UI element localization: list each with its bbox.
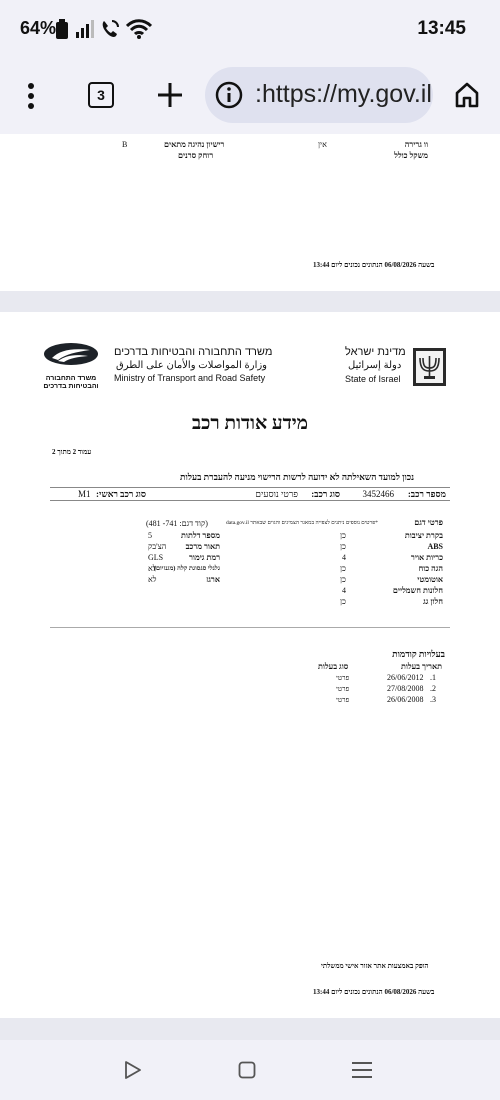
ministry-name-en: Ministry of Transport and Road Safety (114, 373, 266, 383)
row-number: .3 (430, 695, 436, 704)
list-item (0, 553, 500, 564)
ownership-type: פרטי (336, 674, 350, 682)
back-icon[interactable] (124, 1060, 142, 1080)
footer-text: הנתונים נכונים ליום (331, 988, 383, 996)
detail-label: ארגז (206, 575, 220, 584)
detail-label: אוטומטי (417, 575, 443, 584)
detail-label: הגה כוח (418, 564, 443, 573)
vehicle-type: פרטי נוסעים (255, 489, 298, 499)
list-item (0, 542, 500, 553)
detail-label: תאור מרכב (185, 542, 220, 551)
ownership-col-type: סוג בעלות (318, 662, 349, 671)
main-type-label: סוג רכב ראשי: (96, 489, 146, 499)
model-details-title: פרטי דגם (414, 518, 443, 527)
ownership-type: פרטי (336, 685, 350, 693)
detail-value: 4 (342, 586, 346, 595)
table-row (0, 695, 500, 706)
list-item (0, 575, 500, 586)
state-name-ar: دولة إسرائيل (348, 360, 402, 371)
pdf-page-2 (0, 312, 500, 1018)
browser-toolbar (0, 58, 500, 134)
battery-icon (56, 19, 68, 39)
ownership-title: בעלויות קודמות (392, 649, 445, 659)
detail-label: כריות אויר (410, 553, 443, 562)
footer-date: 06/08/2026 (384, 261, 417, 269)
document-title: מידע אודות רכב (191, 413, 309, 434)
divider (50, 627, 450, 628)
ministry-name-ar: وزارة المواصلات والأمان على الطرق (116, 360, 268, 371)
detail-label: רמת גימור (188, 553, 220, 562)
ownership-date: 27/08/2008 (387, 684, 424, 693)
list-item (0, 531, 500, 542)
detail-value: 4 (342, 553, 346, 562)
list-item (0, 586, 500, 597)
signal-icon (76, 20, 94, 38)
wifi-call-icon (100, 19, 120, 39)
detail-value: כן (340, 597, 346, 606)
detail-label: חלון גג (423, 597, 443, 606)
table-row (0, 684, 500, 695)
detail-value: כן (340, 542, 346, 551)
footer-time-label: בשעה (418, 988, 435, 996)
clock: 13:45 (417, 18, 466, 39)
tab-switcher-button[interactable]: 3 (88, 82, 114, 108)
url-text[interactable]: ‎:https://my.gov.il (255, 80, 432, 108)
road-logo-icon (40, 342, 102, 370)
list-item (0, 597, 500, 608)
model-code: (קוד דגם: 741- 481) (146, 519, 208, 528)
total-weight-label: משקל כולל (394, 151, 428, 160)
ministry-name-he: משרד התחבורה והבטיחות בדרכים (114, 346, 273, 358)
page2-footer (313, 988, 434, 996)
logo-text-2: והבטיחות בדרכים (43, 383, 99, 390)
list-item (0, 564, 500, 575)
main-type: M1 (78, 489, 91, 499)
vehicle-summary-row (50, 488, 450, 500)
detail-value: כן (340, 531, 346, 540)
wifi-icon (126, 19, 152, 39)
detail-label: מספר דלתות (181, 531, 220, 540)
ownership-type: פרטי (336, 696, 350, 704)
transfer-notice: נכון למועד השאילתה לא ידועה לרשות הרישוי מניעה להעברת בעלות (180, 472, 415, 482)
tow-hook-label: וו גרירה (404, 140, 428, 149)
footer-time-label: בשעה (418, 261, 435, 269)
row-number: .1 (430, 673, 436, 682)
recents-icon[interactable] (352, 1061, 372, 1079)
license-label: רישיון נהיגה מתאים (164, 140, 225, 149)
footer-time: 13:44 (313, 261, 330, 269)
detail-value: לא (148, 575, 157, 584)
page-indicator: עמוד 2 מתוך 2 (52, 448, 92, 456)
home-nav-icon[interactable] (238, 1061, 256, 1079)
state-emblem-icon (413, 348, 446, 386)
ministry-logo (40, 342, 102, 392)
vehicle-number: 3452466 (362, 489, 394, 499)
detail-value: לא (148, 564, 157, 573)
row-number: .2 (430, 684, 436, 693)
tow-hook-value: אין (318, 140, 327, 149)
detail-label: ABS (427, 542, 443, 551)
home-icon[interactable] (454, 82, 480, 108)
menu-dots-icon[interactable] (26, 82, 36, 110)
ownership-date: 26/06/2008 (387, 695, 424, 704)
state-name-he: מדינת ישראל (345, 346, 406, 358)
page1-footer (313, 261, 434, 269)
detail-label: גלגלי סגסוגת קלה (מגנזיום) (153, 565, 220, 572)
ownership-date: 26/06/2012 (387, 673, 424, 682)
license-value: B (122, 140, 128, 149)
ownership-col-date: תאריך בעלות (400, 662, 442, 671)
state-name-en: State of Israel (345, 374, 401, 384)
battery-percent: 64% (20, 18, 57, 38)
footer-date: 06/08/2026 (384, 988, 417, 996)
site-info-icon[interactable] (215, 81, 243, 109)
vehicle-number-label: מספר רכב: (407, 489, 446, 499)
new-tab-icon[interactable] (158, 83, 182, 107)
detail-label: בקרת יציבות (404, 531, 443, 540)
vehicle-type-label: סוג רכב: (311, 489, 340, 499)
system-nav-bar (0, 1040, 500, 1100)
status-bar (0, 0, 500, 58)
detail-label: חלונות חשמליים (392, 586, 443, 595)
detail-value: כן (340, 564, 346, 573)
detail-value: כן (340, 575, 346, 584)
detail-value: 5 (148, 531, 152, 540)
axle-distance-label: רוחק סרנים (178, 151, 214, 160)
address-bar[interactable] (205, 67, 433, 123)
data-source-note: *פרטים נוספים ניתנים לצפייה במאגר הצמיגים והגוים שבאתר data.gov.il (226, 520, 378, 526)
divider (50, 500, 450, 501)
detail-value: GLS (148, 553, 164, 562)
issued-by-note: הופק באמצעות אתר אזור אישי ממשלתי (321, 962, 429, 970)
footer-text: הנתונים נכונים ליום (331, 261, 383, 269)
logo-text-1: משרד התחבורה (45, 375, 97, 382)
footer-time: 13:44 (313, 988, 330, 996)
table-row (0, 673, 500, 684)
detail-value: הצ'בק (148, 542, 167, 551)
pdf-page-1 (0, 134, 500, 291)
